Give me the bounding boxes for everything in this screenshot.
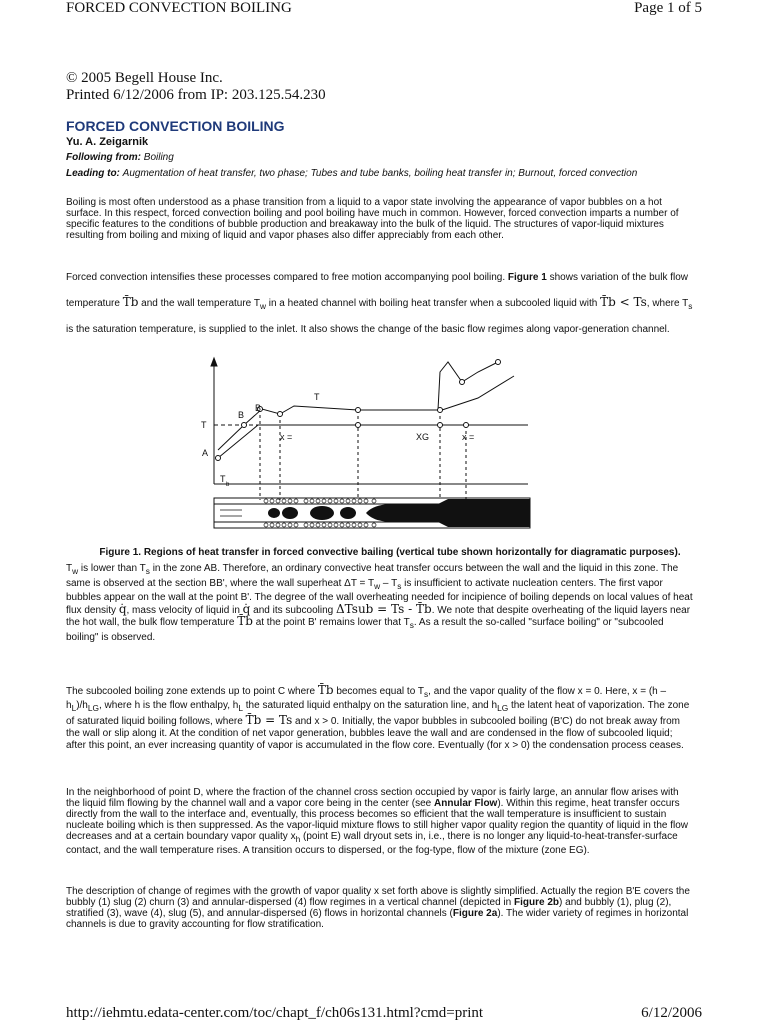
- label-bp: B: [255, 403, 262, 413]
- page-header-title: FORCED CONVECTION BOILING: [66, 0, 292, 16]
- footer-date: 6/12/2006: [641, 1005, 702, 1021]
- tb-symbol-2: T̄b: [237, 614, 253, 629]
- label-b: B: [238, 410, 245, 420]
- point-f: [460, 380, 465, 385]
- q-symbol: q̇: [118, 601, 127, 616]
- copyright-line: © 2005 Begell House Inc.: [66, 70, 223, 86]
- article-title: FORCED CONVECTION BOILING: [66, 118, 285, 134]
- figure-caption: Figure 1. Regions of heat transfer in forced convective bailing (vertical tube shown horizontally for diagramatic purposes).: [99, 547, 681, 558]
- tb-lt-ts-symbol: T̄b < Ts: [600, 295, 647, 309]
- label-x1: x =: [462, 432, 475, 442]
- figure-1-link[interactable]: Figure 1: [507, 272, 547, 283]
- q-symbol-2: q̇: [242, 601, 251, 616]
- point-b: [242, 423, 247, 428]
- label-tb-sub: b: [226, 482, 230, 488]
- figure-2a-link[interactable]: Figure 2a: [452, 908, 498, 920]
- label-t: T: [201, 420, 207, 430]
- tb-symbol-3: T̄b: [317, 683, 334, 697]
- paragraph-1: Boiling is most often understood as a phase transition from a liquid to a vapor state involving the appearance of vapor bubbles on a hot surface. In this respect, forced convection boiling and pool boiling have much in common. However, forced convection imparts a number of specific features to the conditions of bubble production and breakaway into the bulk of the liquid. The structures of vapor-liquid mixtures resulting from boiling and mixing of liquid and vapor phases also differ appreciably from each other.: [66, 197, 679, 242]
- label-t-curve: T: [314, 392, 320, 402]
- print-info-line: Printed 6/12/2006 from IP: 203.125.54.230: [66, 87, 326, 103]
- label-x0: x =: [280, 432, 293, 442]
- following-link[interactable]: Boiling: [143, 152, 174, 163]
- copyright-block: [66, 70, 326, 104]
- following-label: Following from:: [66, 152, 141, 163]
- point-e2: [438, 423, 443, 428]
- point-d: [356, 408, 361, 413]
- point-d2: [356, 423, 361, 428]
- point-a: [216, 456, 221, 461]
- tb-symbol: T̄b: [122, 295, 139, 309]
- point-h: [496, 360, 501, 365]
- following-from: [66, 152, 174, 163]
- annular-flow-link[interactable]: Annular Flow: [434, 798, 498, 810]
- label-a: A: [202, 448, 209, 458]
- figure-2b-link[interactable]: Figure 2b: [514, 897, 560, 909]
- leading-to: [66, 168, 676, 179]
- point-g: [464, 423, 469, 428]
- paragraph-6: The description of change of regimes with the growth of vapor quality x set forth above is slightly simplified. Actually the region B'E covers the bubbly (1) slug (2) churn (3) and annular-dispersed (4) flow regimes in a vertical channel (depicted in Figure 2b) and bubbly (1), plug (2), stratified (3), wave (4), slug (5), and annular-dispersed (6) flows in horizontal channels (Figure 2a). The wider variety of regimes in horizontal channels is due to gravity accounting for flow stratification.: [66, 886, 690, 931]
- y-axis-arrow: [211, 358, 217, 366]
- paragraph-3: $T_w$ is lower than $T_s$ in the zone AB. Therefore, an ordinary convective heat transfer occurs between the wall and the liquid in this zone. The same is observed at the section BB', where the wall superheat $\Delta T = T_w - T_s$ is insufficient to activate nucleation centers. The first vapor bubbles appear on the wall at the point B'. The degree of the wall overheating needed for incipience of boiling depends on local values of heat flux density q̇, mass velocity of liquid in q̇ and its subcooling ΔTsub = Ts - T̄b. We note that despite overheating of the liquid layers near the hot wall, the bulk flow temperature T̄b at the point B' remains lower that $T_s$. As a result the so-called "surface boiling" or "subcooled boiling" is observed.: [66, 563, 693, 643]
- tb-curve: [218, 425, 528, 458]
- point-e: [438, 408, 443, 413]
- leading-label: Leading to:: [66, 168, 120, 179]
- vapor-core: [268, 499, 530, 527]
- tb-eq-ts-symbol: T̄b = Ts: [245, 713, 293, 727]
- dtsub-symbol: ΔTsub = Ts - T̄b: [335, 601, 432, 616]
- footer-url: http://iehmtu.edata-center.com/toc/chapt_f/ch06s131.html?cmd=print: [66, 1005, 484, 1021]
- paragraph-2: Forced convection intensifies these processes compared to free motion accompanying pool boiling. Figure 1 shows variation of the bulk flow temperature T̄b and the wall temperature $T_w$ in a heated channel with boiling heat transfer when a subcooled liquid with T̄b < Ts, where $T_s$ is the saturation temperature, is supplied to the inlet. It also shows the change of the basic flow regimes along vapor-generation channel.: [66, 272, 693, 335]
- label-tb: T: [220, 474, 226, 484]
- label-xg: XG: [416, 432, 430, 442]
- point-c: [278, 412, 283, 417]
- paragraph-4: The subcooled boiling zone extends up to point C where T̄b becomes equal to $T_s$, and the vapor quality of the flow x = 0. Here, $x = (h - h_L)/h_{LG}$, where h is the flow enthalpy, $h_L$ the saturated liquid enthalpy on the saturation line, and $h_{LG}$ the latent heat of vaporization. The zone of saturated liquid boiling follows, where T̄b = Ts and x > 0. Initially, the vapor bubbles in subcooled boiling (B'C) do not break away from the wall or slip along it. At the condition of net vapor generation, bubbles leave the wall and are condensed in the flow of subcooled liquid; after this point, an ever increasing quantity of vapor is accumulated in the flow core. Eventually (for x > 0) the condensation process ceases.: [66, 683, 690, 751]
- t-wall-curve-2: [442, 376, 514, 410]
- figure-1-diagram: [198, 352, 538, 540]
- leading-links[interactable]: Augmentation of heat transfer, two phase; Tubes and tube banks, boiling heat transfer in; Burnout, forced convection: [122, 168, 638, 179]
- paragraph-5: In the neighborhood of point D, where the fraction of the channel cross section occupied by vapor is fairly large, an annular flow arises with the liquid film flowing by the channel wall and a vapor core being in the center (see Annular Flow). Within this regime, heat transfer occurs directly from the wall to the interface and, eventually, this process becomes so efficient that the wall temperature is insufficient to sustain nucleate boiling which is then suppressed. As the vapor-liquid mixture flows to still higher vapor quality region the quantity of liquid in the flow decreases and at a certain boundary vapor quality $x_h$ (point E) wall dryout sets in, i.e., there is no longer any liquid-to-heat-transfer-surface contact, and the wall temperature rises. A transition occurs to dispersed, or the fog-type, flow of the mixture (zone EG).: [66, 787, 689, 857]
- page-number: Page 1 of 5: [634, 0, 702, 16]
- article-author: Yu. A. Zeigarnik: [66, 136, 149, 148]
